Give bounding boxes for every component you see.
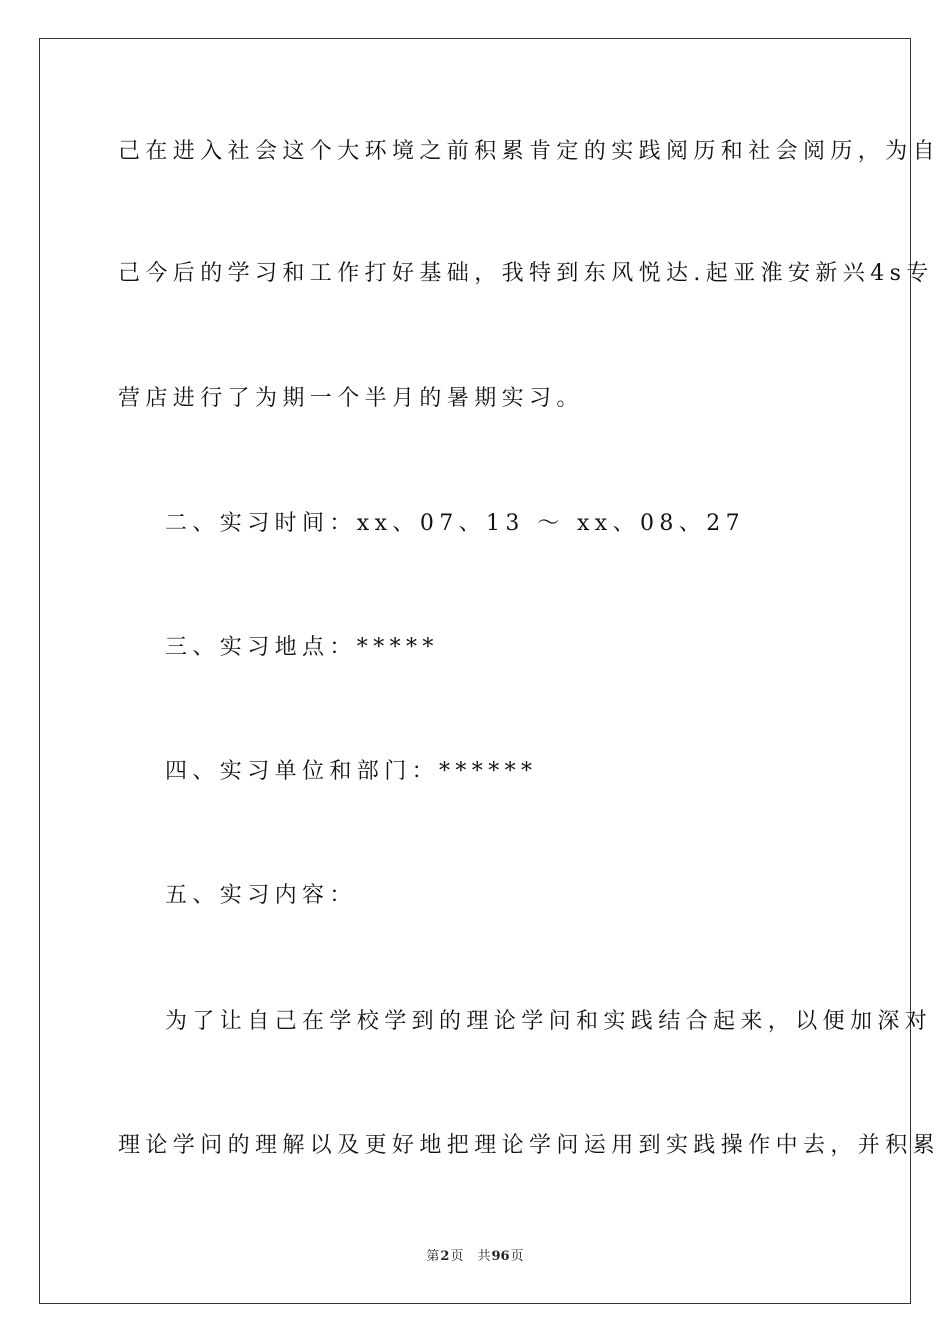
section-three-location: 三、实习地点：***** [165,635,439,660]
section-two-time: 二、实习时间：xx、07、13 ～ xx、08、27 [165,511,745,536]
body-line-3: 营店进行了为期一个半月的暑期实习。 [118,386,584,411]
body-line-8: 为了让自己在学校学到的理论学问和实践结合起来，以便加深对 [165,1009,933,1034]
body-line-9: 理论学问的理解以及更好地把理论学问运用到实践操作中去，并积累 [118,1133,941,1158]
section-five-content: 五、实习内容： [165,883,357,908]
page-footer [0,1248,950,1266]
footer-total-suffix: 页 [510,1249,524,1264]
footer-page-number: 2 [440,1249,450,1264]
page-border [39,38,911,1304]
footer-total-prefix: 共 [477,1249,491,1264]
body-line-1: 己在进入社会这个大环境之前积累肯定的实践阅历和社会阅历，为自 [118,139,941,164]
body-line-2: 己今后的学习和工作打好基础，我特到东风悦达.起亚淮安新兴4s专 [118,261,934,286]
footer-page-prefix: 第 [426,1249,440,1264]
footer-total-pages: 96 [491,1249,510,1264]
section-four-unit: 四、实习单位和部门：****** [165,759,538,784]
footer-page-suffix: 页 [450,1249,464,1264]
